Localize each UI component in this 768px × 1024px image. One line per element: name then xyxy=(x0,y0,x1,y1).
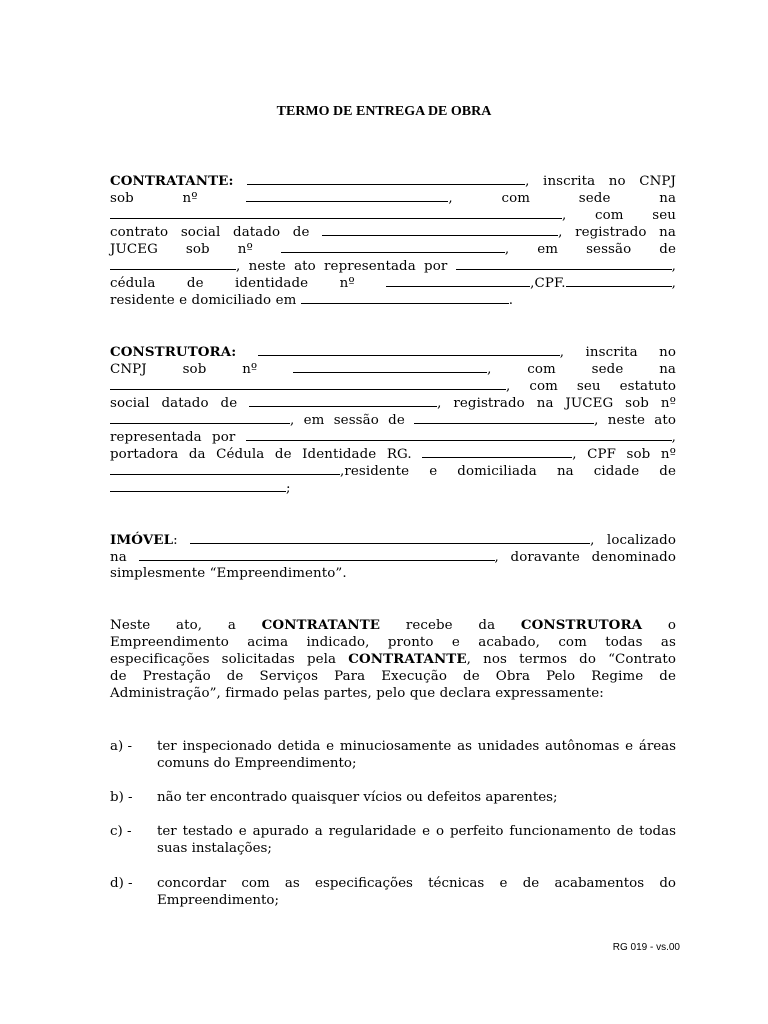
construtora-sessao-blank xyxy=(414,411,594,424)
contratante-label: CONTRATANTE: xyxy=(110,173,234,189)
imovel-line-1: IMÓVEL: , localizado xyxy=(110,532,676,548)
list-item-text: concordar com as especificações técnicas e de acabamentos do Empreendimento; xyxy=(157,876,676,908)
contratante-sessao-blank xyxy=(110,257,236,270)
imovel-section xyxy=(110,531,676,582)
imovel-descricao-blank xyxy=(190,531,590,544)
paragraph-line-5: Administração”, firmado pelas partes, pelo que declara expressamente: xyxy=(110,686,604,701)
contratante-contrato-date-blank xyxy=(322,223,558,236)
construtora-rg-blank xyxy=(422,445,572,458)
contratante-cpf-blank xyxy=(566,274,672,287)
construtora-name-blank xyxy=(258,343,560,356)
contratante-sede-blank xyxy=(110,206,562,219)
list-item-label: b) - xyxy=(110,790,133,805)
imovel-localizacao-blank xyxy=(139,548,495,561)
construtora-cnpj-blank xyxy=(293,360,487,373)
contratante-section xyxy=(110,172,676,308)
paragraph-line-2: Empreendimento acima indicado, pronto e acabado, com todas as xyxy=(110,635,676,650)
imovel-line-2: na , doravante denominado xyxy=(110,550,677,565)
construtora-line-9: ; xyxy=(110,479,676,496)
construtora-line-8: ,residente e domiciliada na cidade de xyxy=(110,462,676,479)
list-item-text: não ter encontrado quaisquer vícios ou defeitos aparentes; xyxy=(157,790,558,805)
document-title: TERMO DE ENTREGA DE OBRA xyxy=(276,104,492,119)
contratante-line-2: sob nº , com sede na xyxy=(110,191,677,206)
contratante-line-4: contrato social datado de , registrado na xyxy=(110,225,676,240)
construtora-estatuto-date-blank xyxy=(249,394,437,407)
construtora-line-2: CNPJ sob nº , com sede na xyxy=(110,362,676,377)
construtora-juceg-blank xyxy=(110,411,290,424)
list-item-text: ter inspecionado detida e minuciosamente as unidades autônomas e áreas comuns do Empreendimento; xyxy=(157,739,676,771)
construtora-line-3: , com seu estatuto xyxy=(110,377,676,394)
contratante-cnpj-blank xyxy=(246,189,448,202)
paragraph-line-3: especificações solicitadas pela CONTRATANTE, nos termos do “Contrato xyxy=(110,651,676,667)
construtora-cpf-blank xyxy=(110,462,340,475)
contratante-line-6: , neste ato representada por , xyxy=(110,257,676,274)
list-item-label: c) - xyxy=(110,824,132,839)
construtora-line-1: CONSTRUTORA: , inscrita no xyxy=(110,344,676,360)
contratante-line-5: JUCEG sob nº , em sessão de xyxy=(110,242,676,257)
construtora-cidade-blank xyxy=(110,479,286,492)
list-item-text: ter testado e apurado a regularidade e o perfeito funcionamento de todas suas instalações; xyxy=(157,824,676,856)
contratante-rg-blank xyxy=(386,274,530,287)
construtora-sede-blank xyxy=(110,377,506,390)
contratante-line-8: residente e domiciliado em . xyxy=(110,293,514,308)
construtora-representante-blank xyxy=(246,428,672,441)
construtora-section xyxy=(110,343,676,496)
contratante-representante-blank xyxy=(456,257,672,270)
contratante-juceg-blank xyxy=(281,240,505,253)
contratante-line-7: cédula de identidade nº ,CPF. , xyxy=(110,276,676,291)
paragraph-line-1: Neste ato, a CONTRATANTE recebe da CONSTRUTORA o xyxy=(110,617,677,633)
contratante-name-blank xyxy=(247,172,525,185)
construtora-line-4: social datado de , registrado na JUCEG sob nº xyxy=(110,396,676,411)
list-item-label: d) - xyxy=(110,876,133,891)
paragraph-line-4: de Prestação de Serviços Para Execução de Obra Pelo Regime de xyxy=(110,669,676,684)
contratante-line-3: , com seu xyxy=(110,206,676,223)
construtora-line-6: representada por , xyxy=(110,430,676,445)
contratante-line-1: CONTRATANTE: , inscrita no CNPJ xyxy=(110,173,677,189)
construtora-label: CONSTRUTORA: xyxy=(110,344,237,360)
declaration-paragraph xyxy=(110,617,676,702)
construtora-line-7: portadora da Cédula de Identidade RG. , CPF sob nº xyxy=(110,447,676,462)
contratante-residencia-blank xyxy=(301,291,509,304)
imovel-line-3: simplesmente “Empreendimento”. xyxy=(110,566,347,581)
imovel-label: IMÓVEL xyxy=(110,532,174,548)
construtora-line-5: , em sessão de , neste ato xyxy=(110,411,676,428)
list-item-label: a) - xyxy=(110,739,132,754)
document-code-footer: RG 019 - vs.00 xyxy=(612,942,680,953)
